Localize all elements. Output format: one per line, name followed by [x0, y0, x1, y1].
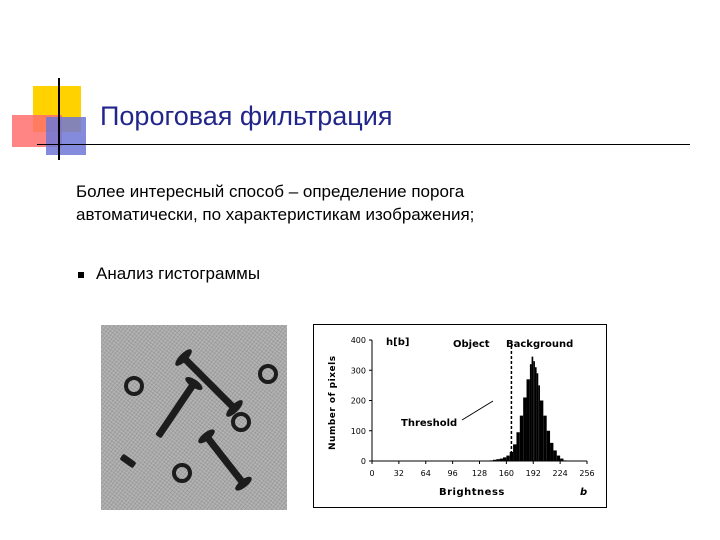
annotation-object: Object: [453, 339, 490, 350]
histogram-bar: [527, 379, 530, 461]
x-axis-label: Brightness: [439, 487, 505, 498]
histogram-svg: [314, 325, 606, 507]
corner-mark: b: [580, 487, 588, 498]
title-underline: [37, 144, 690, 145]
histogram-bar: [523, 397, 526, 461]
threshold-pointer: [462, 401, 493, 420]
histogram-chart: [313, 324, 607, 508]
histogram-bar: [530, 364, 532, 461]
y-axis-label: Number of pixels: [328, 355, 338, 450]
histogram-bar: [557, 456, 560, 461]
x-tick-label: 160: [498, 469, 515, 478]
histogram-bar: [503, 457, 506, 461]
histogram-bar: [506, 456, 509, 461]
histogram-bar: [500, 459, 503, 461]
x-tick-label: 256: [579, 469, 595, 478]
objects-photo: [101, 325, 287, 510]
histogram-bar: [516, 432, 519, 461]
histogram-bar: [543, 416, 546, 461]
histogram-bar: [490, 460, 493, 461]
body-paragraph: [76, 180, 676, 226]
histogram-bar: [513, 444, 516, 461]
x-tick-label: 128: [471, 469, 488, 478]
histogram-bar: [537, 373, 539, 461]
histogram-bar: [493, 460, 496, 461]
annotation-background: Background: [506, 339, 574, 350]
x-tick-label: 192: [525, 469, 541, 478]
bullet-item: Анализ гистограммы: [96, 264, 261, 283]
y-tick-label: 0: [360, 457, 366, 466]
y-tick-label: 400: [350, 336, 366, 345]
histogram-bar: [532, 357, 534, 461]
body-line-1: Более интересный способ – определение порога: [76, 182, 465, 201]
series-label: h[b]: [386, 337, 410, 348]
y-tick-label: 300: [350, 366, 366, 376]
objects-photo-graphic: [101, 325, 287, 510]
x-tick-label: 64: [420, 469, 431, 478]
body-line-2: автоматически, по характеристикам изображения;: [76, 205, 475, 224]
y-tick-label: 100: [350, 426, 366, 436]
threshold-label: Threshold: [401, 418, 458, 429]
histogram-bar: [533, 361, 535, 461]
slide-title: Пороговая фильтрация: [100, 101, 393, 131]
histogram-bar: [547, 431, 550, 461]
logo-blue-rect: [46, 117, 86, 155]
histogram-bar: [535, 367, 537, 461]
histogram-bar: [553, 450, 556, 461]
histogram-bar: [563, 460, 566, 461]
histogram-bar: [540, 401, 543, 462]
x-tick-label: 96: [447, 469, 458, 478]
histogram-bar: [520, 416, 523, 461]
bullet-square-icon: [78, 272, 84, 278]
histogram-bar: [538, 385, 540, 461]
histogram-bar: [496, 459, 499, 461]
y-tick-label: 200: [350, 396, 366, 406]
plot-area: [351, 336, 595, 478]
x-tick-label: 32: [393, 469, 404, 478]
histogram-bar: [550, 443, 553, 461]
x-tick-label: 224: [552, 469, 568, 478]
x-tick-label: 0: [369, 469, 375, 478]
histogram-bar: [560, 459, 563, 461]
logo-vertical-line: [58, 78, 60, 160]
